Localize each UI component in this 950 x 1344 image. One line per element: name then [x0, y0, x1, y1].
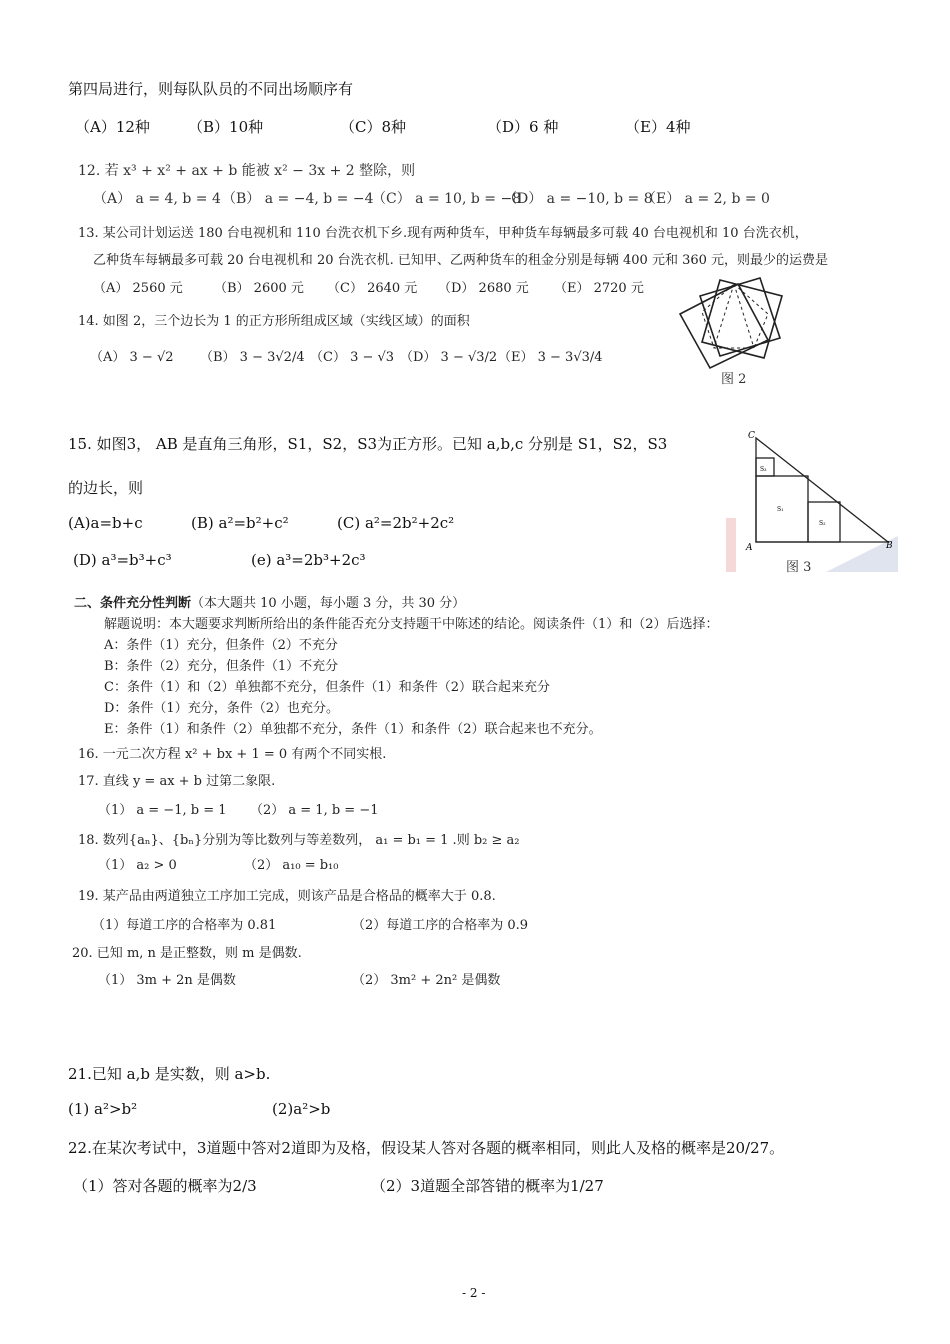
q21-condition-1: (1) a²>b² [68, 1100, 138, 1118]
section-2-choice-d: D：条件（1）充分，条件（2）也充分。 [104, 701, 339, 716]
q19-stem: 19. 某产品由两道独立工序加工完成，则该产品是合格品的概率大于 0.8. [78, 889, 496, 904]
fig3-label-c: C [748, 431, 755, 441]
q13-option-e: （E） 2720 元 [554, 281, 644, 296]
q16-stem: 16. 一元二次方程 x² + bx + 1 = 0 有两个不同实根. [78, 747, 387, 762]
q15-option-e: (e) a³=2b³+2c³ [251, 551, 366, 569]
q13-line2: 乙种货车每辆最多可载 20 台电视机和 20 台洗衣机. 已知甲、乙两种货车的租金分别是每辆 400 元和 360 元，则最少的运费是 [93, 253, 829, 268]
q17-condition-1: （1） a = −1, b = 1 [98, 803, 227, 818]
q14-option-a: （A） 3 − √2 [90, 350, 174, 365]
q19-condition-1: （1）每道工序的合格率为 0.81 [92, 918, 277, 933]
q15-option-b: (B) a²=b²+c² [191, 514, 289, 532]
fig2-inner-pentagon [702, 284, 768, 348]
figure-2-three-squares [672, 270, 800, 370]
q19-condition-2: （2）每道工序的合格率为 0.9 [352, 918, 529, 933]
q21-stem: 21.已知 a,b 是实数，则 a>b. [68, 1065, 271, 1083]
q22-condition-2: （2）3道题全部答错的概率为1/27 [371, 1177, 604, 1195]
q13-option-d: （D） 2680 元 [438, 281, 529, 296]
section-2-heading [74, 592, 465, 611]
q12-stem: 12. 若 x³ + x² + ax + b 能被 x² − 3x + 2 整除，则 [78, 163, 416, 179]
q14-stem: 14. 如图 2，三个边长为 1 的正方形所组成区域（实线区域）的面积 [78, 314, 470, 329]
q12-option-d: （D） a = −10, b = 8 [503, 191, 653, 207]
q15-line1: 15. 如图3， AB 是直角三角形，S1，S2，S3为正方形。已知 a,b,c 分别是 S1，S2，S3 [68, 435, 668, 453]
q15-option-c: (C) a²=2b²+2c² [337, 514, 455, 532]
q18-stem: 18. 数列{aₙ}、{bₙ}分别为等比数列与等差数列， a₁ = b₁ = 1 .则 b₂ ≥ a₂ [78, 833, 520, 848]
section-2-choice-b: B：条件（2）充分，但条件（1）不充分 [104, 659, 339, 674]
q11-option-b: （B）10种 [188, 118, 264, 136]
section-2-intro: 解题说明：本大题要求判断所给出的条件能否充分支持题干中陈述的结论。阅读条件（1）和（2）后选择： [104, 617, 719, 632]
q22-stem: 22.在某次考试中，3道题中答对2道即为及格，假设某人答对各题的概率相同，则此人及格的概率是20/27。 [68, 1139, 785, 1157]
q15-option-a: (A)a=b+c [68, 514, 143, 532]
q11-option-c: （C）8种 [340, 118, 407, 136]
fig3-watermark-left [726, 518, 736, 572]
q18-condition-1: （1） a₂ > 0 [98, 858, 177, 873]
q14-option-b: （B） 3 − 3√2/4 [200, 350, 305, 365]
q11-option-e: （E）4种 [625, 118, 691, 136]
q11-continuation: 第四局进行，则每队队员的不同出场顺序有 [68, 80, 354, 98]
q18-condition-2: （2） a₁₀ = b₁₀ [244, 858, 339, 873]
section-2-choice-e: E：条件（1）和条件（2）单独都不充分，条件（1）和条件（2）联合起来也不充分。 [104, 722, 602, 737]
q12-option-e: （E） a = 2, b = 0 [642, 191, 770, 207]
q14-option-d: （D） 3 − √3/2 [400, 350, 498, 365]
fig3-label-a: A [746, 543, 753, 553]
q20-stem: 20. 已知 m, n 是正整数，则 m 是偶数. [72, 946, 302, 961]
figure-3-right-triangle [726, 428, 898, 572]
q22-condition-1: （1）答对各题的概率为2/3 [73, 1177, 257, 1195]
section-2-choice-a: A：条件（1）充分，但条件（2）不充分 [104, 638, 338, 653]
figure-3-caption: 图 3 [786, 560, 812, 575]
fig3-label-s3: S₃ [760, 466, 767, 473]
q13-option-b: （B） 2600 元 [214, 281, 304, 296]
figure-2-caption: 图 2 [721, 372, 747, 387]
q12-option-b: （B） a = −4, b = −4 [222, 191, 374, 207]
q13-line1: 13. 某公司计划运送 180 台电视机和 110 台洗衣机下乡.现有两种货车，甲种货车每辆最多可载 40 台电视机和 10 台洗衣机， [78, 226, 808, 241]
section-2-note: （本大题共 10 小题，每小题 3 分，共 30 分） [191, 596, 466, 611]
q13-option-c: （C） 2640 元 [327, 281, 418, 296]
q17-stem: 17. 直线 y = ax + b 过第二象限. [78, 774, 276, 789]
q17-condition-2: （2） a = 1, b = −1 [250, 803, 379, 818]
q11-option-a: （A）12种 [75, 118, 150, 136]
q11-option-d: （D）6 种 [487, 118, 559, 136]
fig3-label-s1: S₁ [777, 506, 784, 513]
section-2-choice-c: C：条件（1）和（2）单独都不充分，但条件（1）和条件（2）联合起来充分 [104, 680, 551, 695]
fig3-label-s2: S₂ [819, 520, 826, 527]
q14-option-c: （C） 3 − √3 [310, 350, 395, 365]
page-number: - 2 - [462, 1286, 486, 1300]
q14-option-e: （E） 3 − 3√3/4 [498, 350, 603, 365]
fig3-label-b: B [886, 541, 893, 551]
q21-condition-2: (2)a²>b [272, 1100, 331, 1118]
q12-option-c: （C） a = 10, b = −8 [372, 191, 522, 207]
q15-line2: 的边长，则 [68, 479, 144, 497]
q13-option-a: （A） 2560 元 [93, 281, 183, 296]
q20-condition-2: （2） 3m² + 2n² 是偶数 [352, 973, 501, 988]
q20-condition-1: （1） 3m + 2n 是偶数 [98, 973, 236, 988]
q12-option-a: （A） a = 4, b = 4 [93, 191, 221, 207]
q15-option-d: (D) a³=b³+c³ [73, 551, 172, 569]
section-2-title: 二、条件充分性判断 [74, 596, 192, 611]
